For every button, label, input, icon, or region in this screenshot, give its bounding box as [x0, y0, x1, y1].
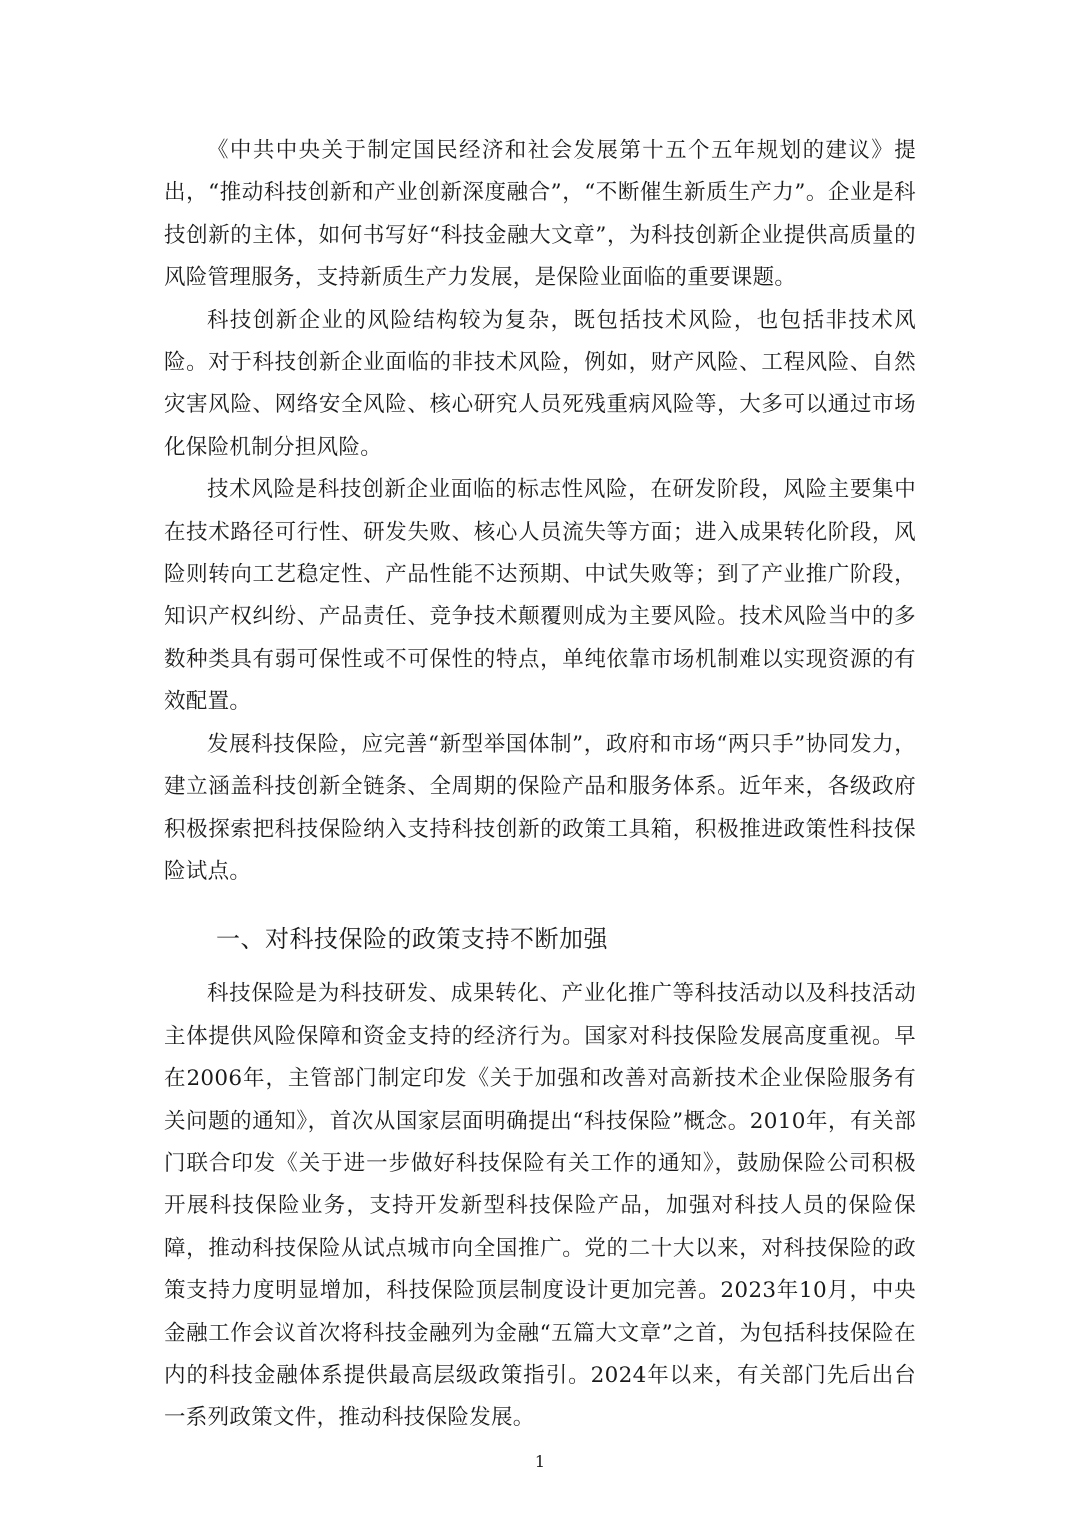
page-number: 1	[534, 1452, 546, 1471]
document-body	[164, 130, 916, 1440]
intro-paragraph-2: 科技创新企业的风险结构较为复杂，既包括技术风险，也包括非技术风险。对于科技创新企业面临的非技术风险，例如，财产风险、工程风险、自然灾害风险、网络安全风险、核心研究人员死残重病风险等，大多可以通过市场化保险机制分担风险。	[164, 307, 916, 460]
intro-paragraph-1: 《中共中央关于制定国民经济和社会发展第十五个五年规划的建议》提出，“推动科技创新和产业创新深度融合”，“不断催生新质生产力”。企业是科技创新的主体，如何书写好“科技金融大文章”，为科技创新企业提供高质量的风险管理服务，支持新质生产力发展，是保险业面临的重要课题。	[164, 138, 916, 291]
section-paragraph-1: 科技保险是为科技研发、成果转化、产业化推广等科技活动以及科技活动主体提供风险保障和资金支持的经济行为。国家对科技保险发展高度重视。早在2006年，主管部门制定印发《关于加强和改善对高新技术企业保险服务有关问题的通知》，首次从国家层面明确提出“科技保险”概念。2010年，有关部门联合印发《关于进一步做好科技保险有关工作的通知》，鼓励保险公司积极开展科技保险业务，支持开发新型科技保险产品，加强对科技人员的保险保障，推动科技保险从试点城市向全国推广。党的二十大以来，对科技保险的政策支持力度明显增加，科技保险顶层制度设计更加完善。2023年10月，中央金融工作会议首次将科技金融列为金融“五篇大文章”之首，为包括科技保险在内的科技金融体系提供最高层级政策指引。2024年以来，有关部门先后出台一系列政策文件，推动科技保险发展。	[164, 981, 916, 1431]
intro-paragraph-3: 技术风险是科技创新企业面临的标志性风险，在研发阶段，风险主要集中在技术路径可行性、研发失败、核心人员流失等方面；进入成果转化阶段，风险则转向工艺稳定性、产品性能不达预期、中试失败等；到了产业推广阶段，知识产权纠纷、产品责任、竞争技术颠覆则成为主要风险。技术风险当中的多数种类具有弱可保性或不可保性的特点，单纯依靠市场机制难以实现资源的有效配置。	[164, 477, 916, 715]
section-heading: 一、对科技保险的政策支持不断加强	[216, 925, 608, 954]
intro-paragraph-4: 发展科技保险，应完善“新型举国体制”，政府和市场“两只手”协同发力，建立涵盖科技创新全链条、全周期的保险产品和服务体系。近年来，各级政府积极探索把科技保险纳入支持科技创新的政策工具箱，积极推进政策性科技保险试点。	[164, 731, 916, 884]
